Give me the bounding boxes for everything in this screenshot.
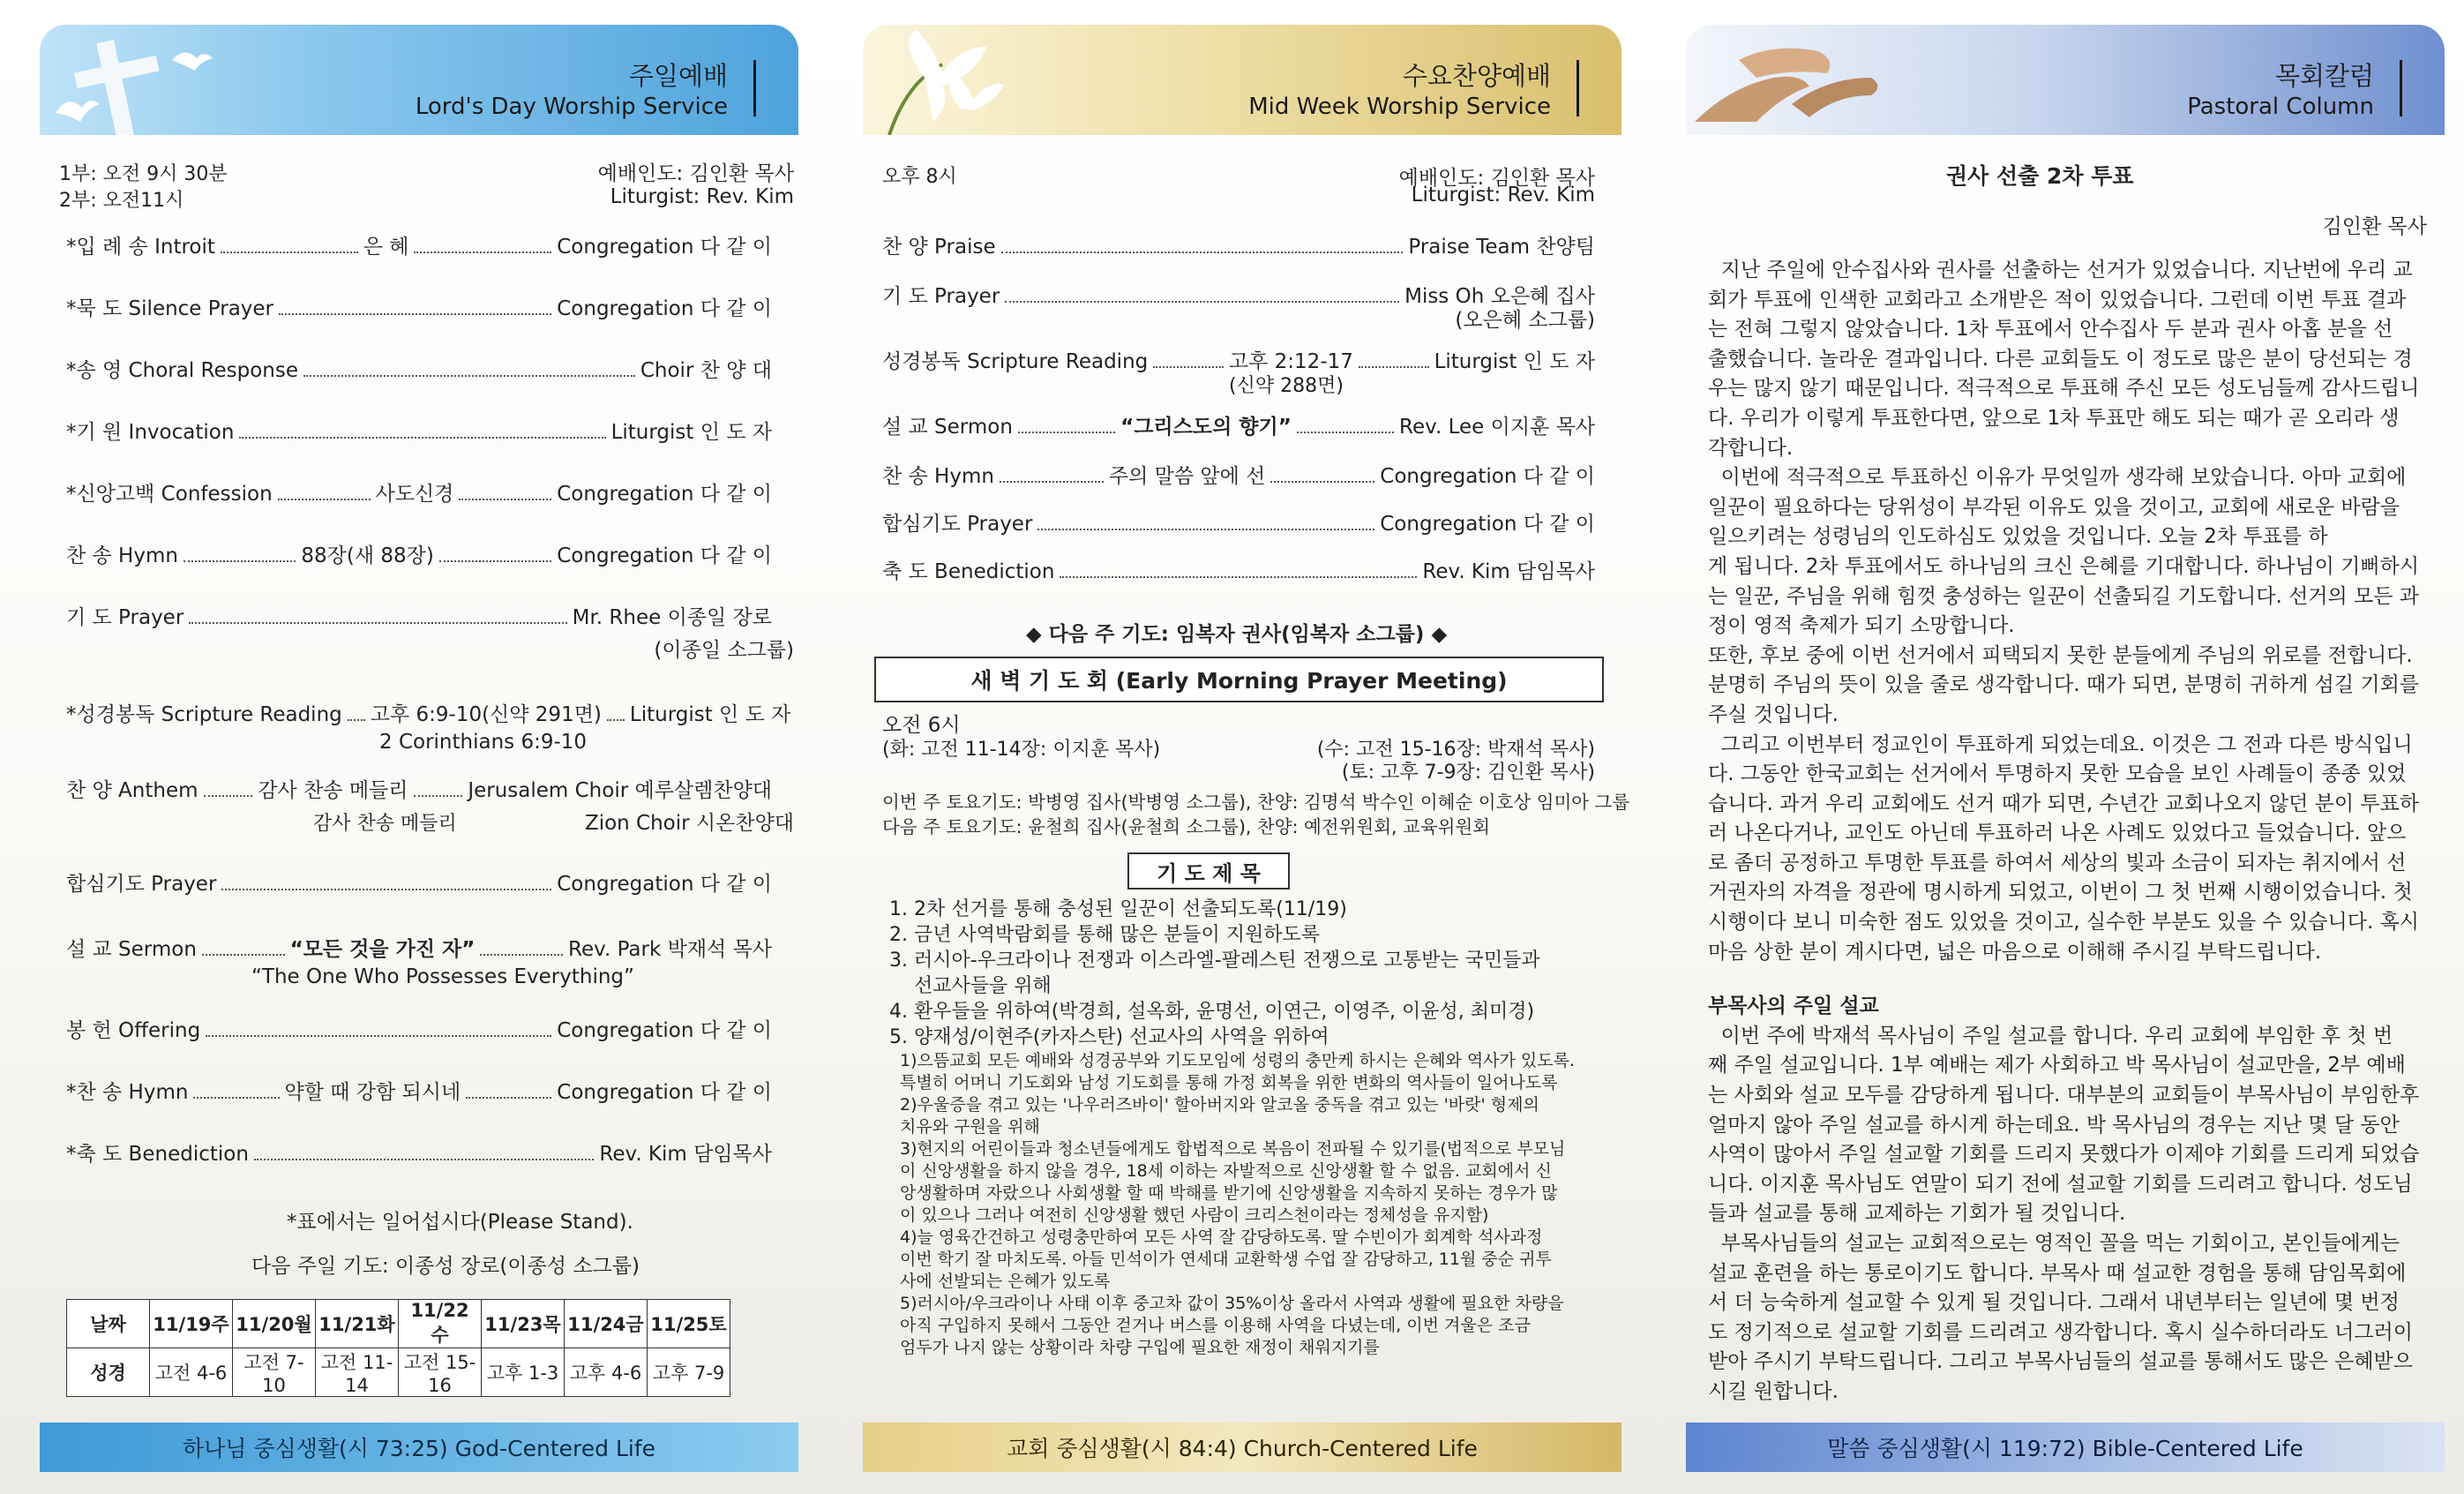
- service-time-2: 2부: 오전11시: [59, 190, 184, 212]
- schedule-cell: 고전 7-10: [233, 1348, 316, 1397]
- body-line: 마음 상한 분이 계시다면, 넓은 마음으로 이해해 주시길 부탁드립니다.: [1708, 940, 2322, 964]
- body-line: 받아 주시기 부탁드립니다. 그리고 부목사님들의 설교를 통해서도 많은 은혜받으: [1708, 1350, 2413, 1374]
- footer-banner: 하나님 중심생활(시 73:25) God-Centered Life: [40, 1423, 798, 1472]
- header-title-en: Mid Week Worship Service: [1248, 94, 1551, 120]
- mission-line: 1)으뜸교회 모든 예배와 성경공부와 기도모임에 성령의 충만케 하시는 은혜와 역사가 있도록.: [900, 1051, 1576, 1070]
- body-line: 얼마지 않아 주일 설교를 하시게 하는데요. 박 목사님의 경우는 지난 몇 달 동안: [1708, 1113, 2400, 1137]
- schedule-cell: 11/22 수: [399, 1300, 482, 1348]
- header-title-ko: 수요찬양예배: [1402, 61, 1551, 91]
- schedule-cell: 11/23목: [482, 1300, 565, 1348]
- body-line: 이번 주에 박재석 목사님이 주일 설교를 합니다. 우리 교회에 부임한 후 첫 번: [1708, 1024, 2393, 1047]
- mission-line: 앙생활하며 자랐으나 사회생활 할 때 박해를 받기에 신앙생활을 지속하지 못하는 경우가 많: [900, 1183, 1558, 1203]
- midweek-column: [863, 25, 1630, 1472]
- body-line: 는 일꾼, 주님을 위해 힘껏 충성하는 일꾼이 선출되길 기도합니다. 선거의 모든 과: [1708, 584, 2420, 608]
- column-author: 김인환 목사: [2322, 215, 2427, 238]
- header-title-en: Pastoral Column: [2187, 94, 2374, 120]
- body-line: 니다. 이지훈 목사님도 연말이 되기 전에 설교할 기회를 드리려고 합니다. 성도님: [1708, 1172, 2413, 1196]
- hands-icon: [1686, 25, 1898, 135]
- header-title-ko: 주일예배: [628, 61, 728, 91]
- mission-line: 치유와 구원을 위해: [900, 1117, 1040, 1137]
- body-line: 는 전혀 그렇지 않았습니다. 1차 투표에서 안수집사 두 분과 권사 아홉 분을 선: [1708, 318, 2393, 342]
- liturgist: Liturgist: Rev. Kim: [1411, 184, 1595, 206]
- prayer-group: (오은혜 소그룹): [1455, 309, 1595, 332]
- body-line: 시길 원합니다.: [1708, 1379, 1839, 1403]
- mission-line: 2)우울증을 겪고 있는 '나우러즈바이' 할아버지와 알코올 중독을 겪고 있는 '바랏' 형제의: [900, 1095, 1539, 1115]
- next-week-saturday: 다음 주 토요기도: 윤철희 집사(윤철희 소그룹), 찬양: 예전위원회, 교육위원회: [882, 816, 1491, 837]
- pastoral-header: [1686, 25, 2445, 135]
- schedule-cell: 11/19주: [150, 1300, 233, 1348]
- mission-line: 엄두가 나지 않는 상황이라 차량 구입에 필요한 재정이 채워지기를: [900, 1338, 1380, 1357]
- schedule-cell: 11/24금: [565, 1300, 648, 1348]
- dawn-prayer-title: 새 벽 기 도 회 (Early Morning Prayer Meeting): [874, 657, 1604, 702]
- order-item: *입 례 송 Introit 은 혜 Congregation 다 같 이: [66, 236, 772, 259]
- mission-line: 이 신앙생활을 하지 않을 경우, 18세 이하는 자발적으로 신앙생활 할 수 없음. 교회에서 신: [900, 1161, 1552, 1181]
- column-body: [1708, 256, 2427, 1408]
- order-item: 설 교 Sermon “모든 것을 가진 자” Rev. Park 박재석 목사: [66, 938, 773, 961]
- order-item: 찬 양 Anthem 감사 찬송 메들리 Jerusalem Choir 예루살렘찬양대: [66, 779, 773, 802]
- order-item: 찬 양 Praise Praise Team 찬양팀: [882, 236, 1595, 259]
- schedule-cell: 11/25토: [648, 1300, 730, 1348]
- prayer-group: (이종일 소그룹): [654, 639, 794, 662]
- body-line: 일으키려는 성령님의 인도하심도 있었을 것입니다. 오늘 2차 투표를 하: [1708, 525, 2328, 549]
- body-line: 서 더 능숙하게 설교할 수 있게 될 것입니다. 그래서 내년부터는 일년에 몇 번정: [1708, 1291, 2400, 1315]
- service-time: 오후 8시: [882, 166, 957, 188]
- scripture-page: (신약 288면): [1229, 375, 1344, 397]
- schedule-cell: 고전 4-6: [150, 1348, 233, 1397]
- order-item: 찬 송 Hymn 88장(새 88장) Congregation 다 같 이: [66, 544, 772, 567]
- worship-leader: 예배인도: 김인환 목사: [1398, 167, 1595, 190]
- body-line: 각합니다.: [1708, 436, 1794, 460]
- schedule-refs-row: [67, 1348, 730, 1397]
- body-line: 우는 많지 않기 때문입니다. 적극적으로 투표해 주신 모든 성도님들께 감사드립니: [1708, 377, 2420, 401]
- body-line: 러 나온다거나, 교인도 아닌데 투표하러 나온 사례도 있었다고 들었습니다. 앞으: [1708, 822, 2407, 845]
- body-line: 습니다. 과거 우리 교회에도 선거 때가 되면, 수년간 교회나오지 않던 분이 투표하: [1708, 792, 2420, 815]
- column-subhead: 부목사의 주일 설교: [1708, 995, 1879, 1018]
- mission-line: 이 있으나 그러나 여전히 신앙생활 했던 사람이 크리스천이라는 정체성을 유지함): [900, 1205, 1489, 1225]
- schedule-cell: 날짜: [67, 1300, 150, 1348]
- footer-banner: 교회 중심생활(시 84:4) Church-Centered Life: [863, 1423, 1621, 1472]
- mission-requests: [900, 1050, 1604, 1359]
- header-divider: [2400, 60, 2402, 116]
- body-line: 다. 우리가 이렇게 투표한다면, 앞으로 1차 투표만 해도 되는 때가 곧 오리라 생: [1708, 406, 2400, 430]
- order-item: 기 도 Prayer Miss Oh 오은혜 집사: [882, 285, 1595, 308]
- next-prayer: ◆ 다음 주 기도: 임복자 권사(임복자 소그룹) ◆: [1026, 623, 1448, 646]
- prayer-topic: 4. 환우들을 위하여(박경희, 설옥화, 윤명선, 이연근, 이영주, 이윤성, 최미경): [889, 1001, 1535, 1023]
- body-line: 로 좀더 공정하고 투명한 투표를 하여서 세상의 빛과 소금이 되자는 취지에서 선: [1708, 851, 2407, 875]
- anthem2-choir: Zion Choir 시온찬양대: [584, 812, 794, 835]
- order-item: *묵 도 Silence Prayer Congregation 다 같 이: [66, 297, 772, 320]
- order-item: 봉 헌 Offering Congregation 다 같 이: [66, 1019, 772, 1042]
- body-line: 정이 영적 축제가 되기 소망합니다.: [1708, 614, 2015, 638]
- header-title-en: Lord's Day Worship Service: [415, 94, 728, 120]
- body-line: 지난 주일에 안수집사와 권사를 선출하는 선거가 있었습니다. 지난번에 우리 교: [1708, 259, 2413, 282]
- prayer-topic: 3. 러시아-우크라이나 전쟁과 이스라엘-팔레스틴 전쟁으로 고통받는 국민들과: [889, 950, 1540, 972]
- mission-line: 4)늘 영육간건하고 성령충만하여 모든 사역 잘 감당하도록. 딸 수빈이가 회계학 석사과정: [900, 1227, 1543, 1247]
- reading-schedule-table: [66, 1299, 730, 1397]
- order-item: 축 도 Benediction Rev. Kim 담임목사: [882, 560, 1595, 583]
- schedule-cell: 고후 7-9: [648, 1348, 730, 1397]
- prayer-topics: [889, 897, 1604, 1359]
- mission-line: 5)러시아/우크라이나 사태 이후 중고차 값이 35%이상 올라서 사역과 생활에 필요한 차량을: [900, 1294, 1564, 1313]
- mission-line: 3)현지의 어린이들과 청소년들에게도 합법적으로 복음이 전파될 수 있기를(법적으로 부모님: [900, 1139, 1566, 1159]
- dawn-saturday: (토: 고후 7-9장: 김인환 목사): [1341, 762, 1595, 784]
- order-item: 합심기도 Prayer Congregation 다 같 이: [66, 873, 772, 896]
- dawn-time: 오전 6시: [882, 714, 961, 737]
- body-line: 시행이다 보니 미숙한 점도 있었을 것이고, 실수한 부분도 있을 수 있습니다. 혹시: [1708, 911, 2420, 935]
- order-item: *찬 송 Hymn 약할 때 강함 되시네 Congregation 다 같 이: [66, 1081, 773, 1104]
- prayer-topic: 2. 금년 사역박람회를 통해 많은 분들이 지원하도록: [889, 924, 1320, 946]
- schedule-cell: 고전 11-14: [316, 1348, 399, 1397]
- body-line: 주실 것입니다.: [1708, 702, 1839, 726]
- body-line: 거권자의 자격을 정관에 명시하게 되었고, 이번이 그 첫 번째 시행이었습니다. 첫: [1708, 881, 2413, 905]
- order-item: 성경봉독 Scripture Reading 고후 2:12-17 Liturgist 인 도 자: [882, 350, 1595, 373]
- lords-day-column: [40, 25, 798, 1472]
- order-item: 기 도 Prayer Mr. Rhee 이종일 장로: [66, 606, 772, 629]
- cross-dove-icon: [40, 25, 251, 135]
- order-item: *송 영 Choral Response Choir 찬 양 대: [66, 359, 772, 382]
- prayer-topics-title: 기 도 제 목: [1127, 852, 1290, 890]
- order-item: *기 원 Invocation Liturgist 인 도 자: [66, 421, 772, 444]
- body-line: 는 사회와 설교 모두를 감당하게 됩니다. 대부분의 교회들이 부목사님이 부임한후: [1708, 1084, 2420, 1107]
- sermon-en: “The One Who Possesses Everything”: [251, 965, 634, 988]
- body-line: 게 됩니다. 2차 투표에서도 하나님의 크신 은혜를 기대합니다. 하나님이 기뻐하시: [1708, 554, 2420, 578]
- schedule-cell: 성경: [67, 1348, 150, 1397]
- order-item: *신앙고백 Confession 사도신경 Congregation 다 같 이: [66, 483, 772, 506]
- body-line: 도 정기적으로 설교할 기회를 드리려고 생각합니다. 혹시 실수하더라도 너그러이: [1708, 1320, 2413, 1344]
- lily-icon: [863, 25, 1039, 135]
- body-line: 분명히 주님의 뜻이 있을 줄로 생각합니다. 때가 되면, 분명히 귀하게 섬길 기회를: [1708, 673, 2420, 697]
- footer-banner: 말씀 중심생활(시 119:72) Bible-Centered Life: [1686, 1423, 2445, 1472]
- prayer-topic: 1. 2차 선거를 통해 충성된 일꾼이 선출되도록(11/19): [889, 898, 1347, 920]
- schedule-cell: 11/20월: [233, 1300, 316, 1348]
- body-line: 째 주일 설교입니다. 1부 예배는 제가 사회하고 박 목사님이 설교만을, 2부 예배: [1708, 1054, 2406, 1077]
- schedule-cell: 고전 15-16: [399, 1348, 482, 1397]
- header-title-ko: 목회칼럼: [2274, 61, 2374, 91]
- order-item: *성경봉독 Scripture Reading 고후 6:9-10(신약 291면) Liturgist 인 도 자: [66, 703, 791, 726]
- prayer-topic: 선교사들을 위해: [889, 975, 1052, 997]
- schedule-dates-row: [67, 1300, 730, 1348]
- pastoral-column: [1686, 25, 2445, 1472]
- header-divider: [1577, 60, 1579, 116]
- order-item: 설 교 Sermon “그리스도의 향기” Rev. Lee 이지훈 목사: [882, 416, 1596, 439]
- spacer: [1708, 967, 2427, 992]
- header-divider: [753, 60, 756, 116]
- body-line: 그리고 이번부터 정교인이 투표하게 되었는데요. 이것은 그 전과 다른 방식입니: [1708, 732, 2413, 756]
- order-item: 찬 송 Hymn 주의 말씀 앞에 선 Congregation 다 같 이: [882, 465, 1596, 488]
- column-headline: 권사 선출 2차 투표: [1946, 163, 2134, 189]
- anthem2-title: 감사 찬송 메들리: [313, 813, 457, 835]
- mission-line: 이번 학기 잘 마치도록. 아들 민석이가 연세대 교환학생 수업 잘 감당하고, 11월 중순 귀투: [900, 1250, 1552, 1269]
- lords-day-header: [40, 25, 798, 135]
- body-line: 일꾼이 필요하다는 당위성이 부각된 이유도 있을 것이고, 교회에 새로운 바람을: [1708, 495, 2400, 519]
- schedule-cell: 11/21화: [316, 1300, 399, 1348]
- worship-leader: 예배인도: 김인환 목사: [597, 162, 794, 185]
- liturgist: Liturgist: Rev. Kim: [610, 185, 794, 208]
- order-item: *축 도 Benediction Rev. Kim 담임목사: [66, 1143, 772, 1166]
- body-line: 설교 훈련을 하는 통로이기도 합니다. 부목사 때 설교한 경험을 통해 담임목회에: [1708, 1261, 2407, 1285]
- body-line: 다. 그동안 한국교회는 선거에서 투명하지 못한 모습을 보인 사례들이 종종 있었: [1708, 762, 2407, 786]
- mission-line: 특별히 어머니 기도회와 남성 기도회를 통해 가정 회복을 위한 변화의 역사들이 일어나도록: [900, 1073, 1558, 1092]
- service-time-1: 1부: 오전 9시 30분: [59, 163, 228, 185]
- stand-note: *표에서는 일어섭시다(Please Stand).: [287, 1211, 633, 1234]
- mission-line: 사에 선발되는 은혜가 있도록: [900, 1272, 1111, 1291]
- body-line: 출했습니다. 놀라운 결과입니다. 다른 교회들도 이 정도로 많은 분이 당선되는 경: [1708, 347, 2413, 371]
- body-line: 이번에 적극적으로 투표하신 이유가 무엇일까 생각해 보았습니다. 아마 교회에: [1708, 466, 2407, 490]
- schedule-cell: 고후 1-3: [482, 1348, 565, 1397]
- order-item: 합심기도 Prayer Congregation 다 같 이: [882, 513, 1595, 536]
- body-line: 회가 투표에 인색한 교회라고 소개받은 적이 있었습니다. 그런데 이번 투표 결과: [1708, 288, 2407, 312]
- body-line: 또한, 후보 중에 이번 선거에서 피택되지 못한 분들에게 주님의 위로를 전합니다.: [1708, 643, 2413, 667]
- prayer-topic: 5. 양재성/이현주(카자스탄) 선교사의 사역을 위하여: [889, 1026, 1329, 1048]
- mission-line: 아직 구입하지 못해서 그동안 걷거나 버스를 이용해 사역을 다녔는데, 이번 겨울은 조금: [900, 1316, 1531, 1335]
- midweek-header: [863, 25, 1621, 135]
- dawn-tuesday: (화: 고전 11-14장: 이지훈 목사): [882, 739, 1161, 761]
- scripture-en: 2 Corinthians 6:9-10: [379, 731, 588, 754]
- schedule-cell: 고후 4-6: [565, 1348, 648, 1397]
- body-line: 부목사님들의 설교는 교회적으로는 영적인 꼴을 먹는 기회이고, 본인들에게는: [1708, 1232, 2400, 1255]
- next-prayer: 다음 주일 기도: 이종성 장로(이종성 소그룹): [251, 1255, 640, 1278]
- this-week-saturday: 이번 주 토요기도: 박병영 집사(박병영 소그룹), 찬양: 김명석 박수인 이혜순 이호상 임미아 그룹: [882, 792, 1630, 813]
- dawn-wednesday: (수: 고전 15-16장: 박재석 목사): [1316, 739, 1595, 761]
- body-line: 들과 설교를 통해 교제하는 기회가 될 것입니다.: [1708, 1202, 2126, 1226]
- body-line: 사역이 많아서 주일 설교할 기회를 드리지 못했다가 이제야 기회를 드리게 되었습: [1708, 1143, 2420, 1167]
